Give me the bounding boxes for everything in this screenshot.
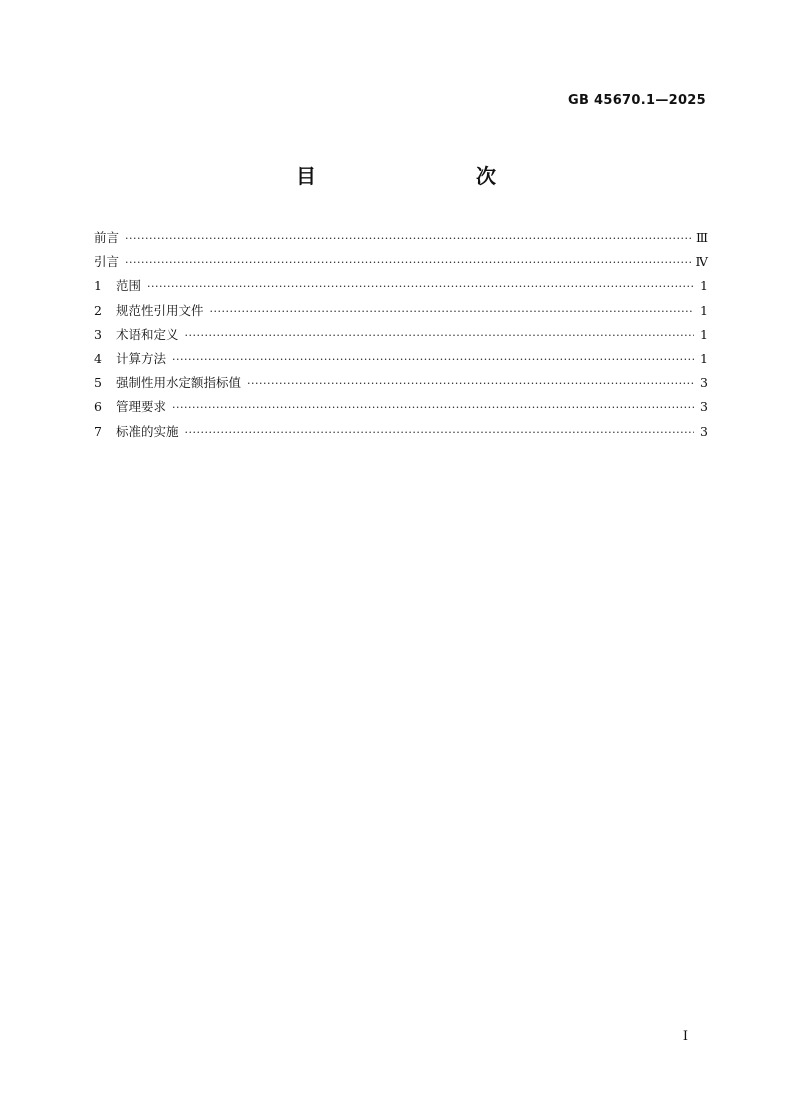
toc-leader-dots bbox=[147, 275, 694, 299]
toc-entry-terms-definitions[interactable] bbox=[94, 323, 708, 347]
toc-entry-page: 1 bbox=[700, 278, 708, 294]
toc-entry-label: 规范性引用文件 bbox=[116, 302, 204, 318]
toc-leader-dots bbox=[125, 227, 692, 251]
toc-entry-calculation-method[interactable] bbox=[94, 347, 708, 371]
toc-entry-foreword[interactable] bbox=[94, 226, 708, 250]
toc-entry-scope[interactable] bbox=[94, 274, 708, 298]
toc-entry-number: 7 bbox=[94, 423, 102, 439]
page-number: I bbox=[682, 1029, 688, 1044]
toc-entry-number: 2 bbox=[94, 302, 102, 318]
toc-leader-dots bbox=[185, 324, 694, 348]
standard-code: GB 45670.1—2025 bbox=[568, 93, 706, 108]
toc-entry-page: 1 bbox=[700, 302, 708, 318]
toc-entry-introduction[interactable] bbox=[94, 250, 708, 274]
toc-entry-label: 术语和定义 bbox=[116, 326, 179, 342]
toc-leader-dots bbox=[247, 372, 694, 396]
toc-entry-number: 5 bbox=[94, 375, 102, 391]
toc-entry-page: 3 bbox=[700, 399, 708, 415]
table-of-contents bbox=[94, 226, 708, 444]
toc-entry-label: 引言 bbox=[94, 254, 120, 270]
toc-entry-normative-references[interactable] bbox=[94, 299, 708, 323]
toc-entry-page: Ⅲ bbox=[695, 230, 708, 245]
toc-entry-label: 管理要求 bbox=[116, 399, 167, 415]
toc-leader-dots bbox=[210, 300, 694, 324]
toc-entry-page: Ⅳ bbox=[695, 254, 708, 270]
toc-entry-page: 3 bbox=[700, 375, 708, 391]
toc-leader-dots bbox=[172, 396, 694, 420]
toc-entry-label: 范围 bbox=[116, 278, 142, 294]
toc-entry-label: 强制性用水定额指标值 bbox=[116, 375, 242, 391]
toc-entry-management-requirements[interactable] bbox=[94, 395, 708, 419]
page-title: 目 次 bbox=[296, 164, 536, 188]
toc-entry-label: 前言 bbox=[94, 230, 120, 245]
toc-leader-dots bbox=[185, 421, 694, 445]
toc-entry-number: 3 bbox=[94, 326, 102, 342]
toc-entry-page: 1 bbox=[700, 326, 708, 342]
toc-entry-implementation[interactable] bbox=[94, 420, 708, 444]
toc-entry-number: 1 bbox=[94, 278, 102, 294]
toc-leader-dots bbox=[125, 251, 691, 275]
toc-entry-page: 1 bbox=[700, 350, 708, 366]
toc-entry-number: 4 bbox=[94, 350, 102, 366]
toc-entry-number: 6 bbox=[94, 399, 102, 415]
toc-leader-dots bbox=[172, 348, 694, 372]
toc-entry-page: 3 bbox=[700, 423, 708, 439]
toc-entry-quota-values[interactable] bbox=[94, 371, 708, 395]
toc-entry-label: 标准的实施 bbox=[116, 423, 179, 439]
toc-entry-label: 计算方法 bbox=[116, 350, 167, 366]
